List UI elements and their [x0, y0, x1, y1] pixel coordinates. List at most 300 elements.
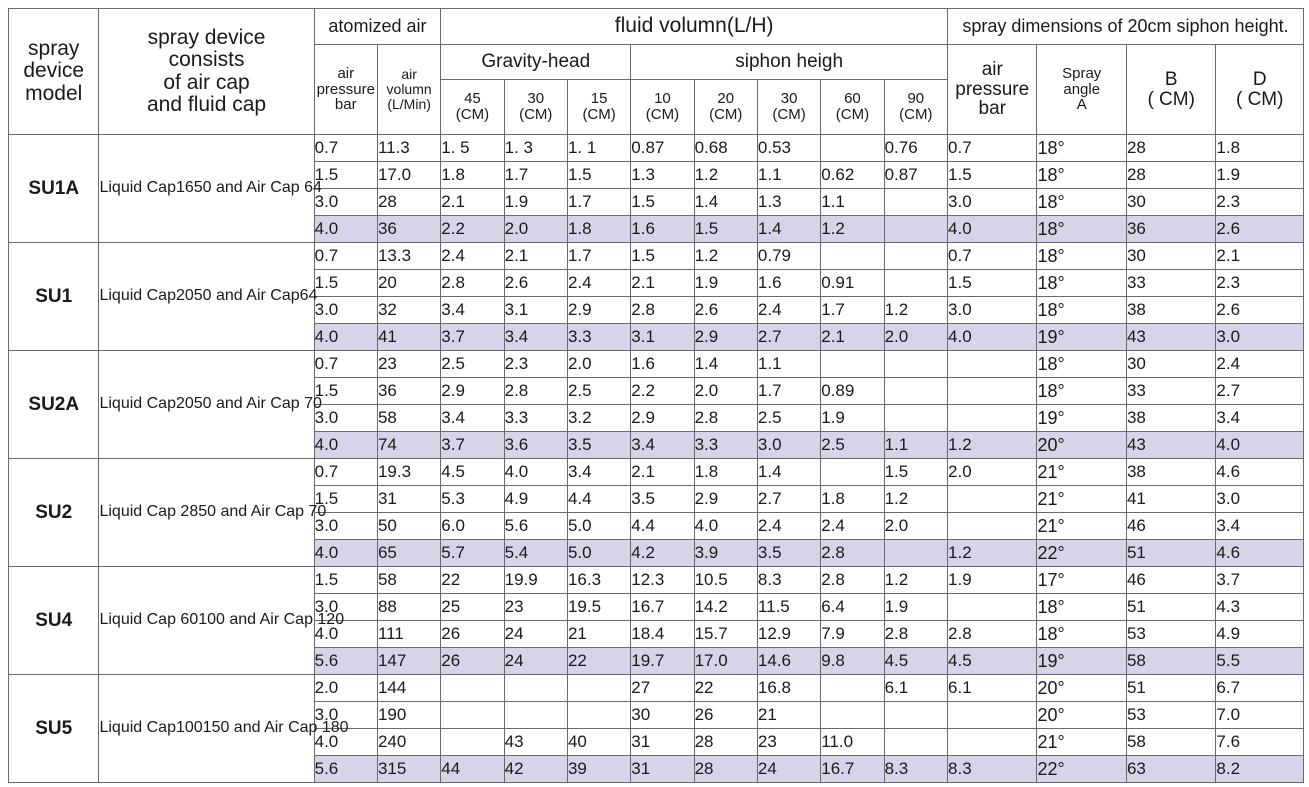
cell-spray-angle: 18°: [1037, 621, 1126, 648]
cell-b: 41: [1126, 486, 1215, 513]
table-row: [9, 351, 1304, 378]
cell-gravity-45: 2.4: [441, 243, 504, 270]
cell-gravity-15: [567, 675, 630, 702]
cell-b: 36: [1126, 216, 1215, 243]
cell-air-pressure: 4.0: [314, 432, 377, 459]
cell-gravity-30: 3.1: [504, 297, 567, 324]
cell-d: 2.1: [1216, 243, 1304, 270]
cell-dim-pressure: 2.0: [948, 459, 1037, 486]
cell-siphon-20: 28: [694, 729, 757, 756]
cell-siphon-20: 22: [694, 675, 757, 702]
cell-siphon-90: 2.0: [884, 324, 947, 351]
cell-d: 3.4: [1216, 513, 1304, 540]
header-siphon-height: siphon heigh: [631, 45, 948, 80]
cell-siphon-30: 1.3: [757, 189, 820, 216]
cell-gravity-45: 5.7: [441, 540, 504, 567]
cell-spray-angle: 17°: [1037, 567, 1126, 594]
spray-spec-table: [8, 8, 1304, 783]
cell-dim-pressure: 2.8: [948, 621, 1037, 648]
cell-gravity-15: 2.4: [567, 270, 630, 297]
cell-gravity-30: 2.3: [504, 351, 567, 378]
cell-b: 38: [1126, 297, 1215, 324]
cell-d: 2.6: [1216, 216, 1304, 243]
cell-air-pressure: 3.0: [314, 513, 377, 540]
cell-spray-angle: 18°: [1037, 297, 1126, 324]
cell-gravity-15: 16.3: [567, 567, 630, 594]
cell-air-pressure: 5.6: [314, 756, 377, 783]
cell-air-pressure: 4.0: [314, 324, 377, 351]
cell-air-pressure: 1.5: [314, 486, 377, 513]
table-row: [9, 567, 1304, 594]
cell-siphon-30: 24: [757, 756, 820, 783]
cell-gravity-15: 21: [567, 621, 630, 648]
cell-siphon-60: 2.1: [821, 324, 884, 351]
cell-d: 4.6: [1216, 540, 1304, 567]
cell-spray-angle: 20°: [1037, 432, 1126, 459]
cell-gravity-30: 4.9: [504, 486, 567, 513]
cell-gravity-45: 3.4: [441, 405, 504, 432]
cell-siphon-30: 2.4: [757, 297, 820, 324]
cell-siphon-60: 1.7: [821, 297, 884, 324]
cell-siphon-10: 4.2: [631, 540, 694, 567]
cell-d: 3.7: [1216, 567, 1304, 594]
cell-gravity-45: 2.2: [441, 216, 504, 243]
header-gravity-30: 30 (CM): [504, 80, 567, 135]
cell-siphon-90: [884, 378, 947, 405]
cell-b: 38: [1126, 459, 1215, 486]
cell-gravity-15: 5.0: [567, 513, 630, 540]
cell-air-volume: 28: [377, 189, 440, 216]
cell-spray-angle: 19°: [1037, 324, 1126, 351]
table-header: [9, 9, 1304, 135]
cell-siphon-90: [884, 189, 947, 216]
cell-siphon-90: [884, 702, 947, 729]
cell-siphon-10: 1.6: [631, 216, 694, 243]
cell-siphon-90: 0.76: [884, 135, 947, 162]
cell-gravity-30: 43: [504, 729, 567, 756]
cell-siphon-90: [884, 540, 947, 567]
cell-d: 8.2: [1216, 756, 1304, 783]
cell-gravity-15: 39: [567, 756, 630, 783]
cell-gravity-30: 42: [504, 756, 567, 783]
cell-spray-angle: 19°: [1037, 648, 1126, 675]
description-cell: Liquid Cap1650 and Air Cap 64: [99, 135, 314, 243]
cell-siphon-90: [884, 270, 947, 297]
description-cell: Liquid Cap 2850 and Air Cap 70: [99, 459, 314, 567]
cell-gravity-30: 1. 3: [504, 135, 567, 162]
cell-gravity-15: 1.7: [567, 243, 630, 270]
cell-d: 2.3: [1216, 189, 1304, 216]
cell-siphon-10: 16.7: [631, 594, 694, 621]
cell-air-volume: 13.3: [377, 243, 440, 270]
cell-spray-angle: 20°: [1037, 675, 1126, 702]
cell-siphon-20: 28: [694, 756, 757, 783]
header-siphon-10: 10 (CM): [631, 80, 694, 135]
cell-air-volume: 111: [377, 621, 440, 648]
cell-gravity-30: 2.8: [504, 378, 567, 405]
cell-gravity-15: 5.0: [567, 540, 630, 567]
cell-siphon-30: 2.5: [757, 405, 820, 432]
cell-siphon-90: 2.0: [884, 513, 947, 540]
cell-spray-angle: 18°: [1037, 378, 1126, 405]
header-description: spray device consists of air cap and fluid cap: [99, 9, 314, 135]
model-cell: SU4: [9, 567, 99, 675]
cell-siphon-60: [821, 351, 884, 378]
model-cell: SU2: [9, 459, 99, 567]
cell-siphon-90: 6.1: [884, 675, 947, 702]
cell-siphon-90: 0.87: [884, 162, 947, 189]
cell-gravity-15: 40: [567, 729, 630, 756]
cell-gravity-45: 2.8: [441, 270, 504, 297]
cell-siphon-10: 1.5: [631, 189, 694, 216]
header-air-pressure: air pressure bar: [314, 45, 377, 135]
cell-air-pressure: 4.0: [314, 216, 377, 243]
cell-siphon-90: 1.9: [884, 594, 947, 621]
description-cell: Liquid Cap2050 and Air Cap64: [99, 243, 314, 351]
description-cell: Liquid Cap2050 and Air Cap 70: [99, 351, 314, 459]
cell-siphon-60: 2.8: [821, 540, 884, 567]
cell-siphon-10: 2.8: [631, 297, 694, 324]
cell-gravity-30: 3.4: [504, 324, 567, 351]
cell-d: 3.4: [1216, 405, 1304, 432]
cell-siphon-30: 1.7: [757, 378, 820, 405]
cell-siphon-20: 2.9: [694, 486, 757, 513]
cell-d: 1.8: [1216, 135, 1304, 162]
cell-siphon-10: 3.4: [631, 432, 694, 459]
cell-b: 46: [1126, 513, 1215, 540]
header-spray-angle: Spray angle A: [1037, 45, 1126, 135]
cell-spray-angle: 22°: [1037, 540, 1126, 567]
cell-siphon-20: 1.2: [694, 162, 757, 189]
cell-air-pressure: 1.5: [314, 378, 377, 405]
cell-siphon-60: 1.1: [821, 189, 884, 216]
cell-siphon-60: 11.0: [821, 729, 884, 756]
cell-siphon-90: 1.2: [884, 297, 947, 324]
cell-gravity-30: 24: [504, 621, 567, 648]
cell-b: 33: [1126, 378, 1215, 405]
cell-spray-angle: 22°: [1037, 756, 1126, 783]
cell-gravity-45: 3.7: [441, 432, 504, 459]
cell-gravity-30: 23: [504, 594, 567, 621]
cell-gravity-15: 3.3: [567, 324, 630, 351]
cell-b: 53: [1126, 702, 1215, 729]
cell-siphon-10: 3.5: [631, 486, 694, 513]
cell-dim-pressure: [948, 351, 1037, 378]
cell-air-volume: 58: [377, 567, 440, 594]
cell-gravity-30: [504, 702, 567, 729]
header-air-volume: air volumn (L/Min): [377, 45, 440, 135]
cell-d: 4.3: [1216, 594, 1304, 621]
cell-siphon-30: 3.0: [757, 432, 820, 459]
cell-siphon-90: 1.1: [884, 432, 947, 459]
cell-dim-pressure: 0.7: [948, 135, 1037, 162]
cell-siphon-20: 1.4: [694, 351, 757, 378]
cell-spray-angle: 20°: [1037, 702, 1126, 729]
cell-gravity-30: [504, 675, 567, 702]
header-siphon-30: 30 (CM): [757, 80, 820, 135]
table-row: [9, 675, 1304, 702]
cell-siphon-20: 10.5: [694, 567, 757, 594]
cell-b: 30: [1126, 243, 1215, 270]
cell-d: 6.7: [1216, 675, 1304, 702]
cell-air-pressure: 1.5: [314, 270, 377, 297]
cell-air-volume: 23: [377, 351, 440, 378]
cell-siphon-20: 1.9: [694, 270, 757, 297]
cell-siphon-90: 1.2: [884, 567, 947, 594]
cell-dim-pressure: 1.5: [948, 162, 1037, 189]
cell-siphon-30: 1.6: [757, 270, 820, 297]
cell-gravity-15: 2.9: [567, 297, 630, 324]
cell-gravity-45: 1. 5: [441, 135, 504, 162]
cell-gravity-30: 3.6: [504, 432, 567, 459]
cell-dim-pressure: [948, 486, 1037, 513]
cell-spray-angle: 21°: [1037, 459, 1126, 486]
model-cell: SU5: [9, 675, 99, 783]
cell-siphon-60: [821, 459, 884, 486]
cell-siphon-90: 8.3: [884, 756, 947, 783]
cell-spray-angle: 18°: [1037, 216, 1126, 243]
header-dim-pressure: air pressure bar: [948, 45, 1037, 135]
cell-siphon-10: 2.1: [631, 459, 694, 486]
cell-dim-pressure: 8.3: [948, 756, 1037, 783]
cell-siphon-20: 2.6: [694, 297, 757, 324]
cell-siphon-60: [821, 675, 884, 702]
cell-siphon-10: 18.4: [631, 621, 694, 648]
cell-siphon-60: 2.4: [821, 513, 884, 540]
cell-siphon-30: 2.7: [757, 486, 820, 513]
cell-siphon-90: [884, 729, 947, 756]
cell-gravity-45: 5.3: [441, 486, 504, 513]
cell-dim-pressure: 1.2: [948, 540, 1037, 567]
cell-b: 30: [1126, 189, 1215, 216]
cell-air-volume: 58: [377, 405, 440, 432]
cell-air-pressure: 5.6: [314, 648, 377, 675]
cell-siphon-20: 1.2: [694, 243, 757, 270]
cell-siphon-90: 1.2: [884, 486, 947, 513]
cell-gravity-15: 19.5: [567, 594, 630, 621]
cell-siphon-60: [821, 135, 884, 162]
cell-air-pressure: 3.0: [314, 405, 377, 432]
cell-gravity-15: 22: [567, 648, 630, 675]
cell-dim-pressure: 4.5: [948, 648, 1037, 675]
cell-dim-pressure: [948, 405, 1037, 432]
cell-gravity-45: [441, 675, 504, 702]
cell-siphon-10: 3.1: [631, 324, 694, 351]
cell-dim-pressure: 1.9: [948, 567, 1037, 594]
cell-gravity-45: 44: [441, 756, 504, 783]
cell-dim-pressure: [948, 594, 1037, 621]
cell-air-volume: 315: [377, 756, 440, 783]
cell-d: 2.6: [1216, 297, 1304, 324]
cell-gravity-45: 2.1: [441, 189, 504, 216]
cell-siphon-20: 2.9: [694, 324, 757, 351]
cell-gravity-30: 1.9: [504, 189, 567, 216]
cell-b: 51: [1126, 594, 1215, 621]
cell-b: 43: [1126, 432, 1215, 459]
cell-b: 53: [1126, 621, 1215, 648]
header-b: B ( CM): [1126, 45, 1215, 135]
cell-siphon-30: 0.79: [757, 243, 820, 270]
cell-gravity-30: 2.6: [504, 270, 567, 297]
cell-gravity-30: 2.1: [504, 243, 567, 270]
cell-spray-angle: 18°: [1037, 162, 1126, 189]
cell-d: 7.0: [1216, 702, 1304, 729]
cell-air-volume: 17.0: [377, 162, 440, 189]
cell-air-volume: 88: [377, 594, 440, 621]
cell-siphon-90: 2.8: [884, 621, 947, 648]
cell-siphon-90: 1.5: [884, 459, 947, 486]
cell-air-volume: 65: [377, 540, 440, 567]
cell-gravity-15: 3.2: [567, 405, 630, 432]
cell-siphon-20: 1.5: [694, 216, 757, 243]
cell-air-volume: 36: [377, 216, 440, 243]
cell-air-pressure: 1.5: [314, 162, 377, 189]
cell-siphon-10: 0.87: [631, 135, 694, 162]
cell-dim-pressure: 1.5: [948, 270, 1037, 297]
cell-air-pressure: 2.0: [314, 675, 377, 702]
cell-gravity-15: 1.7: [567, 189, 630, 216]
cell-air-pressure: 3.0: [314, 189, 377, 216]
cell-spray-angle: 18°: [1037, 135, 1126, 162]
cell-siphon-30: 12.9: [757, 621, 820, 648]
cell-spray-angle: 18°: [1037, 189, 1126, 216]
cell-dim-pressure: 4.0: [948, 324, 1037, 351]
cell-air-volume: 11.3: [377, 135, 440, 162]
cell-air-pressure: 0.7: [314, 351, 377, 378]
cell-siphon-10: 4.4: [631, 513, 694, 540]
cell-gravity-15: 3.4: [567, 459, 630, 486]
cell-siphon-10: 2.2: [631, 378, 694, 405]
cell-siphon-10: 1.5: [631, 243, 694, 270]
cell-b: 58: [1126, 648, 1215, 675]
cell-siphon-60: 2.8: [821, 567, 884, 594]
cell-siphon-10: 30: [631, 702, 694, 729]
cell-b: 46: [1126, 567, 1215, 594]
cell-gravity-15: 2.5: [567, 378, 630, 405]
cell-siphon-20: 17.0: [694, 648, 757, 675]
cell-air-volume: 31: [377, 486, 440, 513]
cell-gravity-15: 1.5: [567, 162, 630, 189]
cell-siphon-30: 11.5: [757, 594, 820, 621]
cell-b: 33: [1126, 270, 1215, 297]
header-siphon-60: 60 (CM): [821, 80, 884, 135]
cell-air-volume: 190: [377, 702, 440, 729]
header-gravity-15: 15 (CM): [567, 80, 630, 135]
cell-siphon-30: 1.4: [757, 459, 820, 486]
cell-air-volume: 74: [377, 432, 440, 459]
cell-siphon-20: 3.3: [694, 432, 757, 459]
cell-siphon-20: 15.7: [694, 621, 757, 648]
cell-air-pressure: 3.0: [314, 297, 377, 324]
cell-gravity-45: 26: [441, 621, 504, 648]
cell-spray-angle: 21°: [1037, 486, 1126, 513]
cell-air-pressure: 4.0: [314, 729, 377, 756]
cell-air-volume: 36: [377, 378, 440, 405]
cell-gravity-45: 22: [441, 567, 504, 594]
cell-siphon-10: 31: [631, 756, 694, 783]
cell-siphon-10: 31: [631, 729, 694, 756]
model-cell: SU2A: [9, 351, 99, 459]
cell-air-volume: 240: [377, 729, 440, 756]
cell-dim-pressure: [948, 729, 1037, 756]
cell-d: 4.6: [1216, 459, 1304, 486]
cell-air-pressure: 4.0: [314, 621, 377, 648]
cell-d: 1.9: [1216, 162, 1304, 189]
cell-b: 28: [1126, 135, 1215, 162]
cell-siphon-30: 16.8: [757, 675, 820, 702]
cell-siphon-60: 6.4: [821, 594, 884, 621]
cell-gravity-45: 2.5: [441, 351, 504, 378]
cell-air-volume: 144: [377, 675, 440, 702]
cell-gravity-30: 4.0: [504, 459, 567, 486]
cell-gravity-45: 2.9: [441, 378, 504, 405]
cell-siphon-20: 26: [694, 702, 757, 729]
cell-gravity-45: 6.0: [441, 513, 504, 540]
cell-gravity-45: 3.7: [441, 324, 504, 351]
cell-dim-pressure: 6.1: [948, 675, 1037, 702]
cell-gravity-15: 2.0: [567, 351, 630, 378]
cell-siphon-10: 12.3: [631, 567, 694, 594]
description-cell: Liquid Cap100150 and Air Cap 180: [99, 675, 314, 783]
cell-air-pressure: 0.7: [314, 459, 377, 486]
header-gravity-45: 45 (CM): [441, 80, 504, 135]
cell-spray-angle: 19°: [1037, 405, 1126, 432]
header-model: spray device model: [9, 9, 99, 135]
cell-siphon-30: 1.1: [757, 162, 820, 189]
cell-siphon-20: 3.9: [694, 540, 757, 567]
model-cell: SU1: [9, 243, 99, 351]
cell-siphon-90: [884, 243, 947, 270]
cell-air-pressure: 3.0: [314, 702, 377, 729]
header-siphon-20: 20 (CM): [694, 80, 757, 135]
cell-air-pressure: 3.0: [314, 594, 377, 621]
cell-d: 2.3: [1216, 270, 1304, 297]
cell-siphon-20: 14.2: [694, 594, 757, 621]
cell-gravity-15: [567, 702, 630, 729]
cell-siphon-30: 1.1: [757, 351, 820, 378]
cell-dim-pressure: 3.0: [948, 189, 1037, 216]
cell-siphon-60: 1.9: [821, 405, 884, 432]
cell-gravity-30: 2.0: [504, 216, 567, 243]
cell-siphon-30: 2.7: [757, 324, 820, 351]
table-row: [9, 135, 1304, 162]
cell-siphon-60: 16.7: [821, 756, 884, 783]
cell-air-volume: 50: [377, 513, 440, 540]
cell-siphon-10: 2.9: [631, 405, 694, 432]
cell-b: 38: [1126, 405, 1215, 432]
cell-b: 30: [1126, 351, 1215, 378]
header-fluid-volume: fluid volumn(L/H): [441, 9, 948, 45]
cell-siphon-60: [821, 702, 884, 729]
cell-b: 63: [1126, 756, 1215, 783]
cell-spray-angle: 21°: [1037, 729, 1126, 756]
cell-gravity-30: 3.3: [504, 405, 567, 432]
cell-gravity-30: 24: [504, 648, 567, 675]
cell-siphon-10: 19.7: [631, 648, 694, 675]
cell-siphon-30: 1.4: [757, 216, 820, 243]
cell-b: 51: [1126, 675, 1215, 702]
cell-siphon-10: 1.6: [631, 351, 694, 378]
cell-d: 2.4: [1216, 351, 1304, 378]
cell-gravity-45: 4.5: [441, 459, 504, 486]
cell-siphon-20: 4.0: [694, 513, 757, 540]
cell-siphon-20: 0.68: [694, 135, 757, 162]
header-d: D ( CM): [1216, 45, 1304, 135]
cell-air-volume: 41: [377, 324, 440, 351]
cell-gravity-15: 1. 1: [567, 135, 630, 162]
cell-gravity-30: 5.6: [504, 513, 567, 540]
cell-siphon-30: 2.4: [757, 513, 820, 540]
